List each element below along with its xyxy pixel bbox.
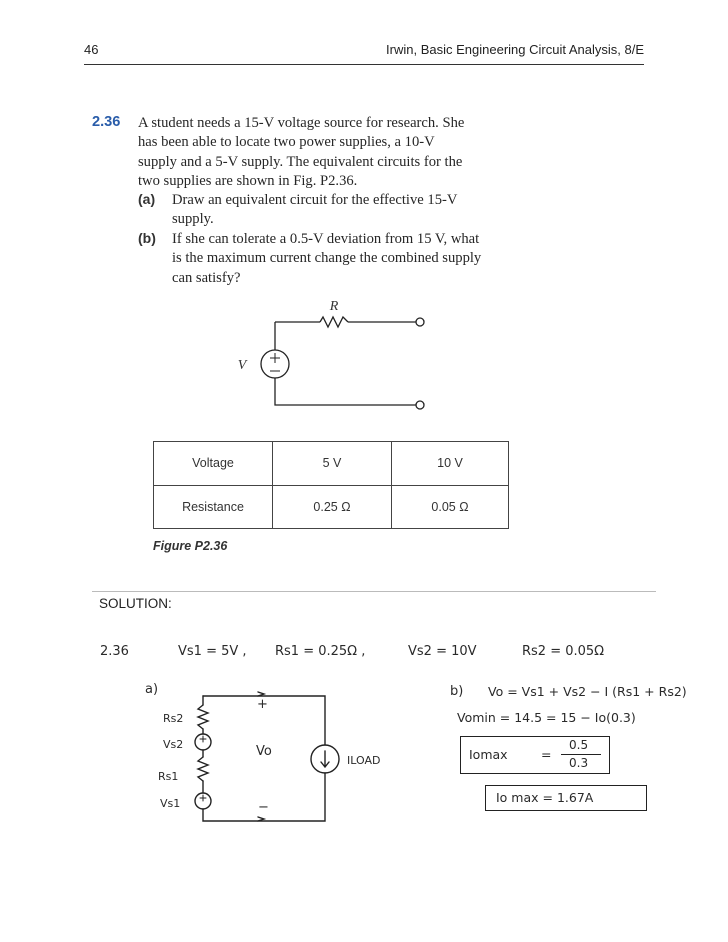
- hw-vs2-plus: [200, 736, 206, 742]
- wire-bottom: [275, 378, 416, 405]
- terminal-bottom: [416, 401, 424, 409]
- resistor-label: R: [329, 299, 339, 314]
- hw-eq-vo: Vo = Vs1 + Vs2 − I (Rs1 + Rs2): [488, 684, 687, 699]
- hw-imax-lhs: Iomax: [469, 747, 508, 762]
- hw-rs2: Rs2 = 0.05Ω: [522, 644, 605, 659]
- hw-eq-vomin: Vomin = 14.5 = 15 − Io(0.3): [457, 710, 636, 725]
- solution-rule: [92, 591, 656, 592]
- figure-circuit: [220, 295, 440, 415]
- table-cell: Voltage: [154, 442, 273, 486]
- problem-line: two supplies are shown in Fig. P2.36.: [138, 172, 358, 189]
- table-row: [154, 485, 509, 529]
- part-a-line: supply.: [172, 211, 214, 228]
- table-cell: 0.05 Ω: [392, 485, 509, 529]
- table-cell: 0.25 Ω: [273, 485, 392, 529]
- figure-caption: Figure P2.36: [153, 539, 228, 553]
- hw-label-rs2: Rs2: [163, 712, 184, 725]
- hw-current-arrow: [321, 751, 329, 767]
- part-a-text: [172, 191, 457, 230]
- part-b-line: can satisfy?: [172, 269, 241, 286]
- hw-equals: =: [541, 747, 552, 762]
- page-number: 46: [84, 42, 99, 57]
- hw-plus-sign: +: [257, 697, 268, 712]
- hw-minus-sign: −: [258, 800, 269, 815]
- problem-statement: [138, 114, 464, 191]
- hw-part-b-label: b): [450, 684, 464, 699]
- part-a-label: (a): [138, 191, 156, 207]
- hw-label-vs1: Vs1: [160, 797, 181, 810]
- part-b-text: [172, 230, 481, 288]
- plus-sign: [270, 353, 280, 363]
- book-title: Irwin, Basic Engineering Circuit Analysis, 8/E: [386, 42, 644, 57]
- hw-vs2: Vs2 = 10V: [408, 644, 477, 659]
- solution-heading: SOLUTION:: [99, 596, 172, 611]
- hw-label-vo: Vo: [256, 744, 272, 759]
- hw-result: Io max = 1.67A: [496, 790, 594, 805]
- table-row: [154, 442, 509, 486]
- part-a-line: Draw an equivalent circuit for the effective 15-V: [172, 192, 458, 208]
- hw-rs1: Rs1 = 0.25Ω ,: [275, 644, 366, 659]
- problem-line: supply and a 5-V supply. The equivalent circuits for the: [138, 153, 463, 170]
- terminal-top: [416, 318, 424, 326]
- table-cell: 5 V: [273, 442, 392, 486]
- hw-label-rs1: Rs1: [158, 770, 179, 783]
- part-b-line: If she can tolerate a 0.5-V deviation from 15 V, what: [172, 231, 480, 247]
- hw-label-iload: ILOAD: [347, 754, 381, 767]
- table-cell: 10 V: [392, 442, 509, 486]
- resistor-r: [320, 317, 348, 327]
- table-cell: Resistance: [154, 485, 273, 529]
- hw-result-box: [485, 785, 647, 811]
- problem-number: 2.36: [92, 114, 121, 130]
- hw-resistor-rs1: [198, 757, 208, 781]
- hw-frac-denominator: 0.3: [569, 756, 589, 770]
- hw-vs1-plus: [200, 795, 206, 801]
- hw-part-a-label: a): [145, 682, 159, 697]
- part-b-label: (b): [138, 230, 156, 246]
- hw-problem-number: 2.36: [100, 644, 129, 659]
- hw-resistor-rs2: [198, 705, 208, 729]
- source-label: V: [237, 358, 247, 373]
- supply-table: [153, 441, 509, 529]
- hw-vs1: Vs1 = 5V ,: [178, 644, 247, 659]
- hw-label-vs2: Vs2: [163, 738, 184, 751]
- problem-line: A student needs a 15-V voltage source for research. She: [138, 115, 465, 131]
- header-rule: [84, 64, 644, 65]
- hw-imax-box: [460, 736, 610, 774]
- part-b-line: is the maximum current change the combined supply: [172, 250, 482, 267]
- problem-line: has been able to locate two power supplies, a 10-V: [138, 134, 435, 151]
- hw-frac-numerator: 0.5: [569, 738, 589, 752]
